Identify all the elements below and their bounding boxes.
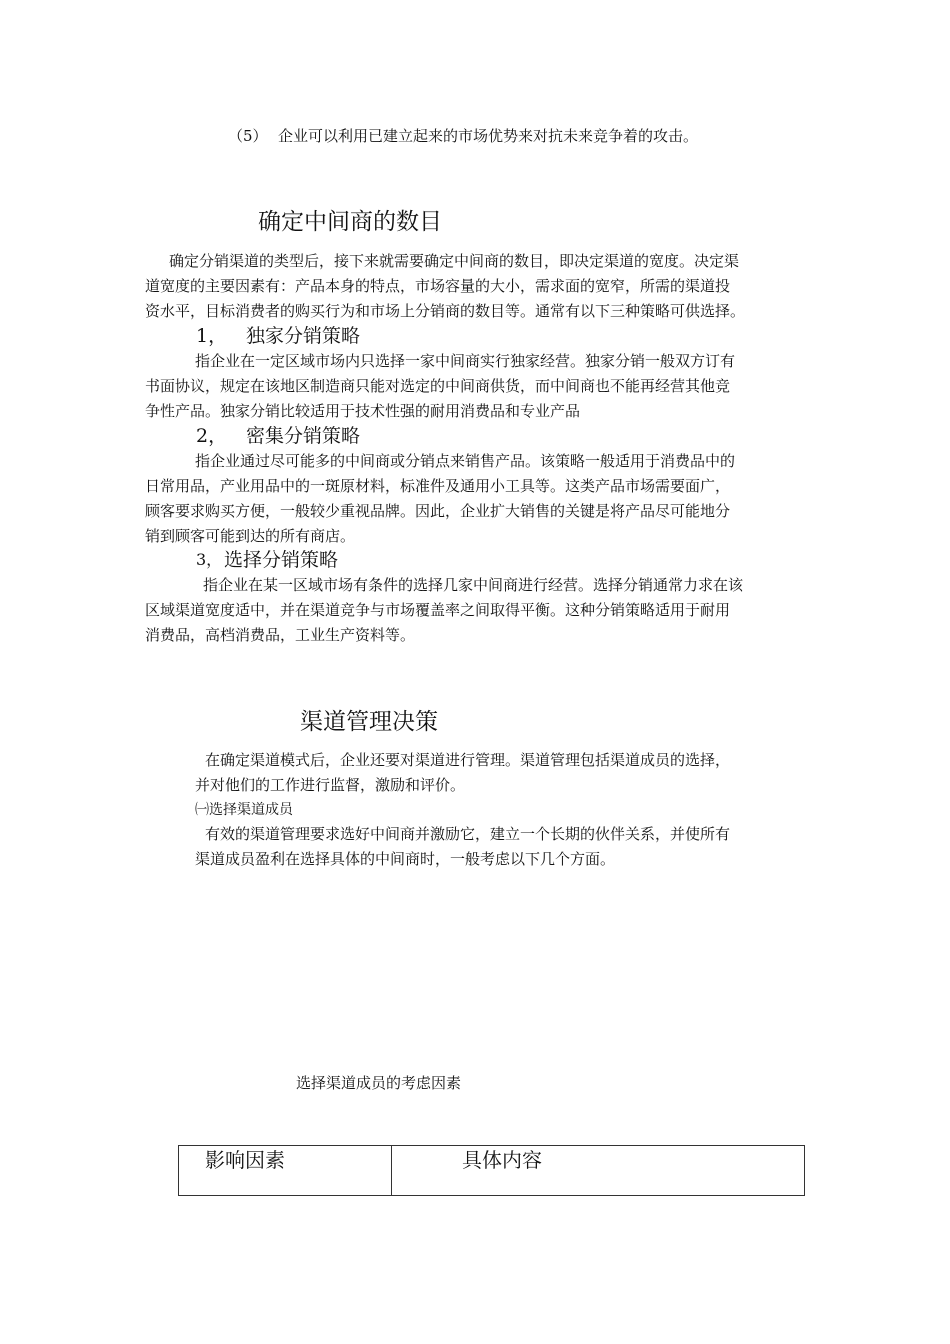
strategy-number: 1， (196, 325, 228, 347)
paragraph-line: 道宽度的主要因素有：产品本身的特点，市场容量的大小，需求面的宽窄，所需的渠道投 (145, 277, 731, 295)
paragraph-line: 顾客要求购买方便，一般较少重视品牌。因此，企业扩大销售的关键是将产品尽可能地分 (145, 502, 731, 520)
paragraph-line: 消费品，高档消费品，工业生产资料等。 (145, 626, 416, 644)
paragraph-line: 书面协议，规定在该地区制造商只能对选定的中间商供货，而中间商也不能再经营其他竞 (145, 377, 731, 395)
paragraph-line: 日常用品，产业用品中的一斑原材料，标准件及通用小工具等。这类产品市场需要面广， (145, 477, 731, 495)
paragraph-line: 销到顾客可能到达的所有商店。 (145, 527, 356, 545)
strategy-description (145, 573, 743, 648)
list-item-number: （5） (228, 127, 268, 145)
list-item-text: 企业可以利用已建立起来的市场优势来对抗未来竞争着的攻击。 (278, 127, 699, 145)
paragraph-line: 指企业通过尽可能多的中间商或分销点来销售产品。该策略一般适用于消费品中的 (195, 452, 736, 470)
table-header-row (179, 1146, 805, 1196)
table-caption: 选择渠道成员的考虑因素 (296, 1074, 462, 1092)
paragraph-line: 有效的渠道管理要求选好中间商并激励它，建立一个长期的伙伴关系，并使所有 (205, 825, 731, 843)
paragraph-line: 指企业在一定区域市场内只选择一家中间商实行独家经营。独家分销一般双方订有 (195, 352, 736, 370)
sub-section-text (195, 822, 730, 872)
strategy-title: 密集分销策略 (246, 425, 361, 447)
strategy-description (145, 449, 735, 549)
paragraph-line: 争性产品。独家分销比较适用于技术性强的耐用消费品和专业产品 (145, 402, 581, 420)
strategy-number: 2， (196, 425, 228, 447)
factors-table (178, 1145, 805, 1196)
paragraph-line: 渠道成员盈利在选择具体的中间商时，一般考虑以下几个方面。 (195, 850, 616, 868)
section-intro (145, 249, 745, 324)
sub-heading: ㈠选择渠道成员 (195, 802, 293, 818)
paragraph-line: 在确定渠道模式后，企业还要对渠道进行管理。渠道管理包括渠道成员的选择， (205, 751, 731, 769)
paragraph-line: 指企业在某一区域市场有条件的选择几家中间商进行经营。选择分销通常力求在该 (203, 576, 744, 594)
strategy-description (145, 349, 735, 424)
strategy-title: 选择分销策略 (224, 549, 339, 571)
section-title: 确定中间商的数目 (258, 209, 442, 235)
table-header-cell: 影响因素 (179, 1146, 392, 1196)
strategy-title: 独家分销策略 (246, 325, 361, 347)
strategy-number: 3， (196, 550, 223, 569)
section-title: 渠道管理决策 (300, 709, 438, 735)
paragraph-line: 确定分销渠道的类型后，接下来就需要确定中间商的数目，即决定渠道的宽度。决定渠 (169, 252, 740, 270)
paragraph-line: 区域渠道宽度适中，并在渠道竞争与市场覆盖率之间取得平衡。这种分销策略适用于耐用 (145, 601, 731, 619)
paragraph-line: 资水平，目标消费者的购买行为和市场上分销商的数目等。通常有以下三种策略可供选择。 (145, 302, 746, 320)
paragraph-line: 并对他们的工作进行监督，激励和评价。 (195, 776, 466, 794)
table-header-cell: 具体内容 (392, 1146, 805, 1196)
section-intro (195, 748, 730, 798)
